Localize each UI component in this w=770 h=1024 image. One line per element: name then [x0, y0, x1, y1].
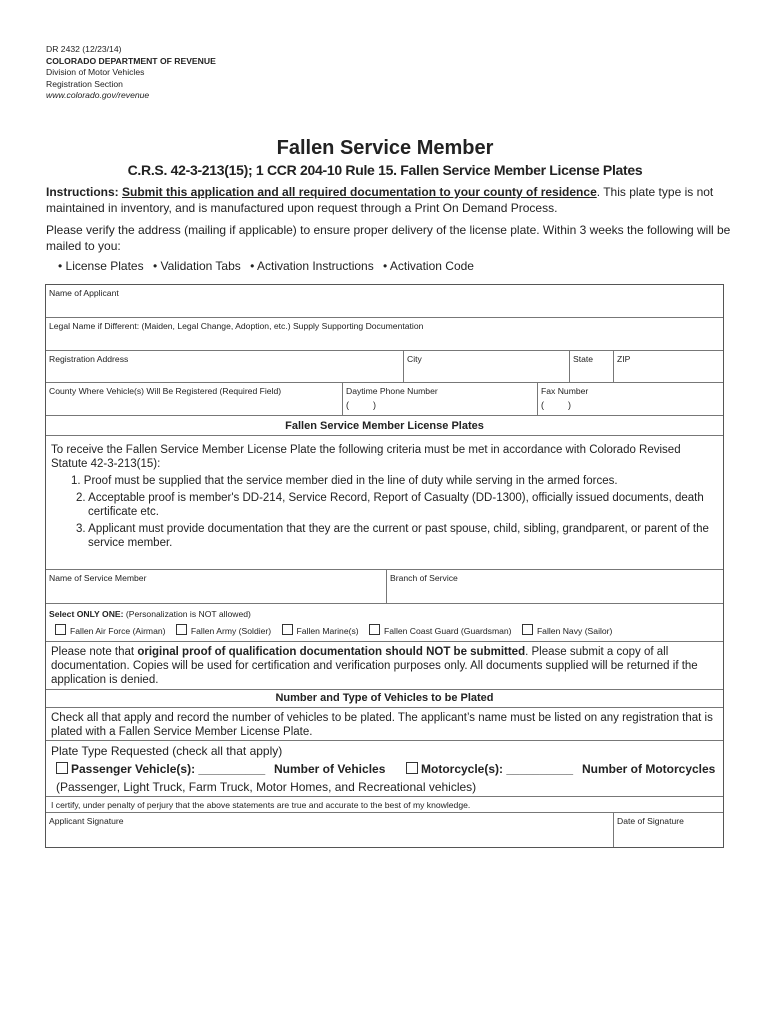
verify-text: Please verify the address (mailing if applicable) to ensure proper delivery of the license plate. Within 3 weeks the following will be mailed to you: — [46, 223, 731, 253]
air-force-checkbox[interactable] — [55, 624, 66, 635]
city-label: City — [407, 354, 422, 364]
plates-section-title: Fallen Service Member License Plates — [285, 420, 484, 432]
department-name: COLORADO DEPARTMENT OF REVENUE — [46, 55, 216, 66]
army-checkbox[interactable] — [176, 624, 187, 635]
legal-name-label: Legal Name if Different: (Maiden, Legal Change, Adoption, etc.) Supply Supporting Documentation — [49, 321, 424, 331]
select-one-note: (Personalization is NOT allowed) — [123, 609, 251, 619]
select-one-header — [46, 604, 723, 619]
applicant-signature-field[interactable] — [46, 813, 613, 847]
proof-note: Please note that original proof of qualification documentation should NOT be submitted. Please submit a copy of all documentation. Copies will be used for certification and verification purposes only. All documents supplied will be returned if the application is denied. — [46, 642, 723, 690]
instructions-rest: . This plate type is not maintained in inventory, and is manufactured upon request through a Print On Demand Process. — [46, 185, 714, 215]
number-of-vehicles-label: Number of Vehicles — [274, 762, 386, 776]
criteria-block — [46, 436, 723, 570]
branch-option-coast-guard[interactable]: Fallen Coast Guard (Guardsman) — [369, 626, 512, 636]
address-row — [46, 351, 723, 383]
number-of-motorcycles-label: Number of Motorcycles — [582, 762, 716, 776]
applicant-signature-label: Applicant Signature — [49, 816, 124, 826]
name-of-applicant-field[interactable] — [46, 285, 723, 318]
plate-type-row — [46, 741, 723, 797]
state-field[interactable] — [569, 351, 613, 382]
select-one-row — [46, 604, 723, 642]
instructions-label: Instructions: — [46, 185, 119, 199]
certification-statement: I certify, under penalty of perjury that the above statements are true and accurate to the best of my knowledge. — [46, 797, 723, 813]
select-one-label: Select ONLY ONE: — [49, 609, 124, 619]
date-of-signature-label: Date of Signature — [617, 816, 684, 826]
legal-name-field[interactable] — [46, 318, 723, 351]
state-label: State — [573, 354, 594, 364]
branch-option-marines[interactable]: Fallen Marine(s) — [282, 626, 359, 636]
city-field[interactable] — [403, 351, 569, 382]
passenger-checkbox[interactable] — [56, 762, 68, 774]
vehicles-section-title: Number and Type of Vehicles to be Plated — [275, 692, 494, 704]
agency-header — [46, 44, 216, 102]
branch-option-army[interactable]: Fallen Army (Soldier) — [176, 626, 271, 636]
zip-field[interactable] — [613, 351, 723, 382]
motorcycle-label: Motorcycle(s): __________ — [421, 762, 574, 776]
branch-options — [46, 619, 723, 636]
mailed-item: • Activation Code — [383, 259, 474, 273]
service-member-row — [46, 570, 723, 604]
mailed-item: • Activation Instructions — [250, 259, 374, 273]
vehicles-section-heading — [46, 690, 723, 708]
plate-type-label: Plate Type Requested (check all that apply) — [51, 744, 283, 758]
criteria-item: 1. Proof must be supplied that the service member died in the line of duty while serving in the armed forces. — [71, 475, 618, 487]
fax-paren-close: ) — [568, 400, 571, 410]
passenger-label: Passenger Vehicle(s): __________ — [71, 762, 266, 776]
criteria-item: 2. Acceptable proof is member's DD-214, Service Record, Report of Casualty (DD-1300), officially issued documents, death certificate etc. — [76, 492, 704, 518]
branch-of-service-label: Branch of Service — [390, 573, 458, 583]
branch-option-navy[interactable]: Fallen Navy (Sailor) — [522, 626, 612, 636]
phone-paren-open: ( — [346, 400, 349, 410]
division-name: Division of Motor Vehicles — [46, 67, 145, 77]
branch-of-service-field[interactable] — [386, 570, 723, 603]
application-form — [45, 284, 724, 848]
zip-label: ZIP — [617, 354, 631, 364]
page-title: Fallen Service Member — [276, 137, 494, 159]
navy-checkbox[interactable] — [522, 624, 533, 635]
mailed-item: • Validation Tabs — [152, 259, 241, 273]
registration-address-field[interactable] — [46, 351, 403, 382]
plates-section-heading — [46, 416, 723, 436]
proof-note-emphasis: original proof of qualification documentation should NOT be submitted — [137, 646, 526, 658]
website-link[interactable]: www.colorado.gov/revenue — [46, 90, 150, 100]
daytime-phone-label: Daytime Phone Number — [346, 386, 438, 396]
page-subtitle: C.R.S. 42-3-213(15); 1 CCR 204-10 Rule 15. Fallen Service Member License Plates — [127, 162, 643, 178]
name-of-applicant-label: Name of Applicant — [49, 288, 119, 298]
vehicles-instructions: Check all that apply and record the number of vehicles to be plated. The applicant’s name must be listed on any registration that is plated with a Fallen Service Member License Plate. — [46, 708, 723, 741]
instructions-emphasis: Submit this application and all required documentation to your county of residence — [122, 185, 597, 199]
fax-label: Fax Number — [541, 386, 589, 396]
form-id: DR 2432 (12/23/14) — [46, 44, 122, 54]
instructions — [46, 184, 736, 216]
fax-field[interactable] — [537, 383, 723, 415]
fax-paren-open: ( — [541, 400, 544, 410]
mailed-items-list — [58, 259, 480, 273]
daytime-phone-field[interactable] — [342, 383, 537, 415]
marines-checkbox[interactable] — [282, 624, 293, 635]
section-name: Registration Section — [46, 78, 123, 89]
passenger-option[interactable] — [56, 762, 265, 776]
service-member-name-field[interactable] — [46, 570, 386, 603]
county-row — [46, 383, 723, 416]
mailed-item: • License Plates — [58, 259, 144, 273]
coast-guard-checkbox[interactable] — [369, 624, 380, 635]
criteria-intro: To receive the Fallen Service Member License Plate the following criteria must be met in accordance with Colorado Revised Statute 42-3-213(15): — [51, 444, 681, 470]
service-member-name-label: Name of Service Member — [49, 573, 147, 583]
registration-address-label: Registration Address — [49, 354, 129, 364]
county-field[interactable] — [46, 383, 342, 415]
passenger-note: (Passenger, Light Truck, Farm Truck, Motor Homes, and Recreational vehicles) — [56, 780, 477, 794]
signature-row — [46, 813, 723, 847]
date-of-signature-field[interactable] — [613, 813, 723, 847]
motorcycle-option[interactable] — [406, 762, 573, 776]
criteria-item: 3. Applicant must provide documentation that they are the current or past spouse, child, sibling, grandparent, or parent of the service member. — [76, 523, 709, 549]
phone-paren-close: ) — [373, 400, 376, 410]
branch-option-air-force[interactable]: Fallen Air Force (Airman) — [55, 626, 166, 636]
county-label: County Where Vehicle(s) Will Be Registered (Required Field) — [49, 386, 282, 396]
motorcycle-checkbox[interactable] — [406, 762, 418, 774]
